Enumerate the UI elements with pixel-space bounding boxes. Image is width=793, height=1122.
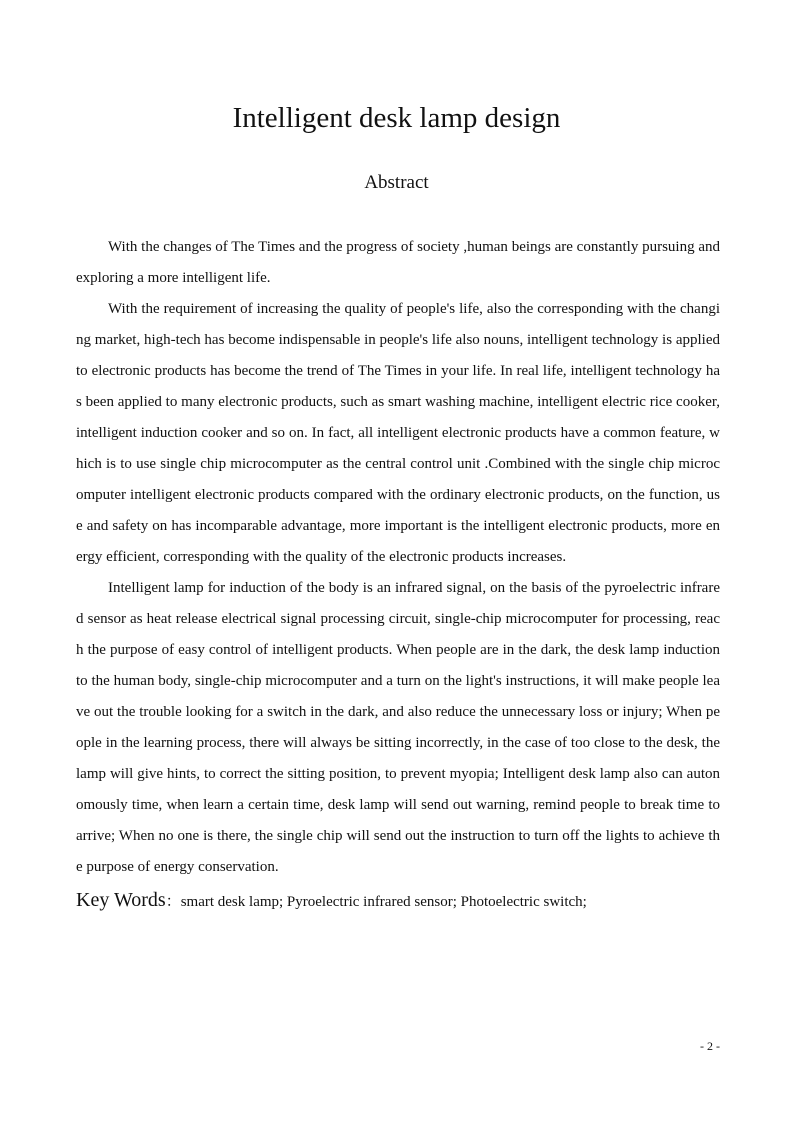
abstract-paragraph-3: Intelligent lamp for induction of the body is an infrared signal, on the basis of the pyroelectric infrared sensor as heat release electrical signal processing circuit, single-chip microcomputer for processing, reach the purpose of easy control of intelligent products. When people are in the dark, the desk lamp induction to the human body, single-chip microcomputer and a turn on the light's instructions, it will make people leave out the trouble looking for a switch in the dark, and also reduce the unnecessary loss or injury; When people in the learning process, there will always be sitting incorrectly, in the case of too close to the desk, the lamp will give hints, to correct the sitting position, to prevent myopia; Intelligent desk lamp also can autonomously time, when learn a certain time, desk lamp will send out warning, remind people to break time to arrive; When no one is there, the single chip will send out the instruction to turn off the lights to achieve the purpose of energy conservation. [76, 580, 720, 875]
abstract-heading: Abstract [364, 172, 429, 193]
keywords-value: smart desk lamp; Pyroelectric infrared sensor; Photoelectric switch; [180, 894, 587, 910]
page-number: - 2 - [700, 1039, 720, 1053]
abstract-body [76, 232, 720, 918]
keywords-label: Key Words [76, 889, 166, 911]
keywords-line [76, 885, 720, 918]
abstract-paragraph-2: With the requirement of increasing the quality of people's life, also the corresponding with the changing market, high-tech has become indispensable in people's life also nouns, intelligent technology is applied to electronic products has become the trend of The Times in your life. In real life, intelligent technology has been applied to many electronic products, such as smart washing machine, intelligent electric rice cooker, intelligent induction cooker and so on. In fact, all intelligent electronic products have a common feature, which is to use single chip microcomputer as the central control unit .Combined with the single chip microcomputer intelligent electronic products compared with the ordinary electronic products, on the function, use and safety on has incomparable advantage, more important is the intelligent electronic products, more energy efficient, corresponding with the quality of the electronic products increases. [76, 301, 720, 565]
document-title: Intelligent desk lamp design [232, 102, 561, 134]
abstract-paragraph-1: With the changes of The Times and the progress of society ,human beings are constantly pursuing and exploring a more intelligent life. [76, 239, 720, 286]
keywords-separator: ： [165, 894, 181, 910]
